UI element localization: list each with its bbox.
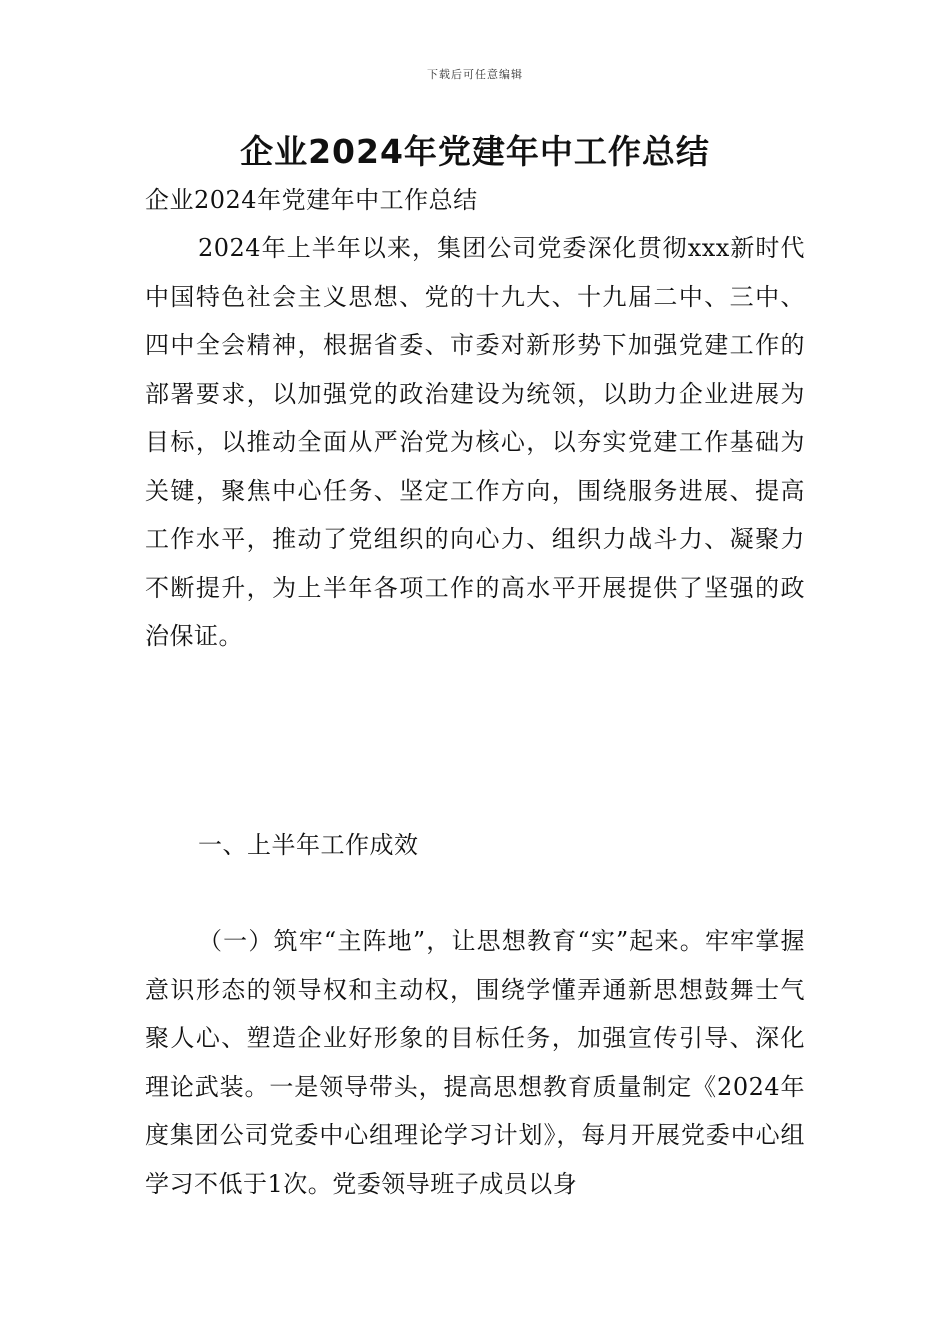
document-subtitle: 企业2024年党建年中工作总结 [145,186,478,214]
document-title: 企业2024年党建年中工作总结 [240,132,710,171]
section-heading: 一、上半年工作成效 [198,831,419,859]
section-paragraph: （一）筑牢“主阵地”，让思想教育“实”起来。牢牢掌握意识形态的领导权和主动权，围绕学懂弄通新思想鼓舞士气聚人心、塑造企业好形象的目标任务，加强宣传引导、深化理论武装。一是领导带头，提高思想教育质量制定《2024年度集团公司党委中心组理论学习计划》，每月开展党委中心组学习不低于1次。党委领导班子成员以身 [145,927,805,1198]
intro-paragraph: 2024年上半年以来，集团公司党委深化贯彻xxx新时代中国特色社会主义思想、党的十九大、十九届二中、三中、四中全会精神，根据省委、市委对新形势下加强党建工作的部署要求，以加强党的政治建设为统领，以助力企业进展为目标，以推动全面从严治党为核心，以夯实党建工作基础为关键，聚焦中心任务、坚定工作方向，围绕服务进展、提高工作水平，推动了党组织的向心力、组织力战斗力、凝聚力不断提升，为上半年各项工作的高水平开展提供了坚强的政治保证。 [145,234,805,650]
header-note: 下载后可任意编辑 [427,68,523,81]
